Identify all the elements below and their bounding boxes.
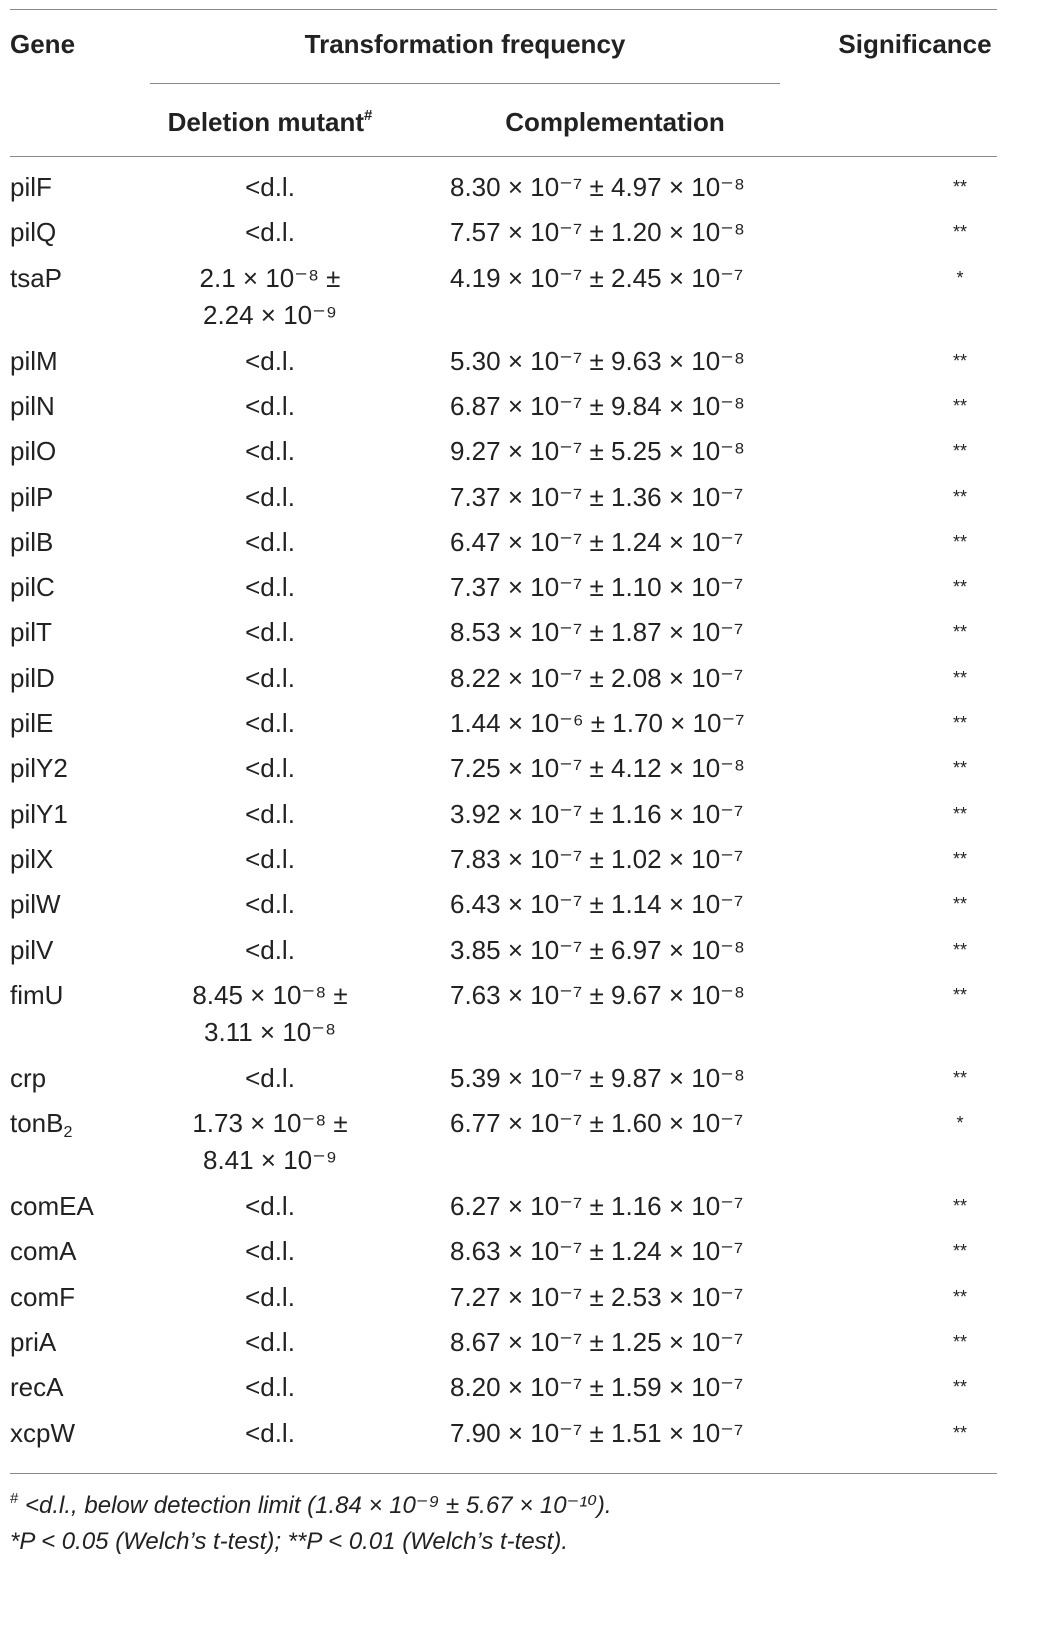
cell-significance: ** bbox=[952, 1286, 967, 1307]
cell-significance: ** bbox=[952, 622, 967, 643]
cell-significance: ** bbox=[952, 177, 967, 197]
cell-complementation: 5.39 × 10⁻⁷ ± 9.87 × 10⁻⁸ bbox=[450, 1062, 745, 1093]
cell-deletion-mutant: <d.l. bbox=[245, 436, 295, 467]
cell-deletion-mutant: <d.l. bbox=[245, 217, 295, 248]
cell-deletion-mutant: <d.l. bbox=[245, 172, 295, 202]
cell-complementation: 6.27 × 10⁻⁷ ± 1.16 × 10⁻⁷ bbox=[450, 1191, 744, 1222]
cell-gene bbox=[10, 341, 58, 381]
cell-gene bbox=[10, 1058, 46, 1098]
cell-gene bbox=[10, 1277, 75, 1317]
header-significance: Significance bbox=[838, 29, 992, 59]
cell-significance: ** bbox=[952, 1377, 967, 1398]
cell-gene bbox=[10, 748, 68, 788]
gene-name: comEA bbox=[10, 1191, 94, 1222]
cell-deletion-mutant: 8.45 × 10⁻⁸ ± bbox=[192, 979, 348, 1010]
cell-deletion-mutant: <d.l. bbox=[245, 1327, 295, 1357]
cell-gene bbox=[10, 386, 55, 426]
cell-complementation: 7.63 × 10⁻⁷ ± 9.67 × 10⁻⁸ bbox=[450, 979, 745, 1010]
cell-deletion-mutant: <d.l. bbox=[245, 572, 295, 603]
gene-name: pilO bbox=[10, 436, 57, 467]
cell-gene bbox=[10, 522, 53, 562]
gene-name: pilE bbox=[10, 708, 54, 738]
cell-significance: ** bbox=[952, 1067, 967, 1088]
footnote-significance: *P < 0.05 (Welch’s t-test); **P < 0.01 (Welch’s t-test). bbox=[10, 1528, 568, 1555]
cell-gene bbox=[10, 930, 53, 970]
cell-complementation: 1.44 × 10⁻⁶ ± 1.70 × 10⁻⁷ bbox=[450, 708, 745, 738]
cell-complementation: 8.22 × 10⁻⁷ ± 2.08 × 10⁻⁷ bbox=[450, 662, 744, 693]
cell-deletion-mutant: <d.l. bbox=[245, 1062, 295, 1093]
cell-gene bbox=[10, 975, 63, 1015]
gene-name: priA bbox=[10, 1327, 57, 1357]
cell-significance: * bbox=[956, 1113, 964, 1134]
gene-name: recA bbox=[10, 1372, 64, 1403]
cell-complementation: 6.87 × 10⁻⁷ ± 9.84 × 10⁻⁸ bbox=[450, 390, 745, 421]
gene-name: pilW bbox=[10, 889, 61, 920]
cell-significance: ** bbox=[952, 1332, 967, 1352]
cell-complementation: 6.47 × 10⁻⁷ ± 1.24 × 10⁻⁷ bbox=[450, 526, 744, 557]
cell-complementation: 7.25 × 10⁻⁷ ± 4.12 × 10⁻⁸ bbox=[450, 753, 745, 784]
cell-gene bbox=[10, 258, 62, 298]
cell-complementation: 8.30 × 10⁻⁷ ± 4.97 × 10⁻⁸ bbox=[450, 172, 745, 202]
cell-significance: ** bbox=[952, 222, 967, 243]
cell-deletion-mutant: 1.73 × 10⁻⁸ ± bbox=[192, 1108, 348, 1139]
gene-name: pilP bbox=[10, 481, 54, 512]
cell-complementation: 4.19 × 10⁻⁷ ± 2.45 × 10⁻⁷ bbox=[450, 262, 744, 293]
cell-complementation: 7.27 × 10⁻⁷ ± 2.53 × 10⁻⁷ bbox=[450, 1281, 744, 1312]
cell-gene bbox=[10, 884, 61, 924]
header-complementation: Complementation bbox=[505, 107, 725, 137]
gene-name: comF bbox=[10, 1281, 75, 1312]
cell-gene bbox=[10, 431, 56, 471]
cell-gene bbox=[10, 658, 55, 698]
cell-complementation: 7.90 × 10⁻⁷ ± 1.51 × 10⁻⁷ bbox=[450, 1417, 744, 1448]
cell-deletion-mutant: <d.l. bbox=[245, 753, 295, 784]
cell-significance: ** bbox=[952, 531, 967, 552]
gene-name: pilX bbox=[10, 843, 54, 874]
cell-gene bbox=[10, 1103, 72, 1143]
cell-significance: ** bbox=[952, 1196, 967, 1217]
cell-significance: ** bbox=[952, 577, 967, 598]
cell-deletion-mutant: 2.24 × 10⁻⁹ bbox=[202, 299, 337, 330]
cell-significance: * bbox=[956, 267, 964, 288]
header-gene: Gene bbox=[10, 29, 76, 59]
cell-gene bbox=[10, 703, 53, 743]
cell-gene bbox=[10, 612, 52, 652]
gene-name: pilQ bbox=[10, 217, 57, 248]
cell-complementation: 3.92 × 10⁻⁷ ± 1.16 × 10⁻⁷ bbox=[450, 798, 744, 829]
cell-complementation: 8.63 × 10⁻⁷ ± 1.24 × 10⁻⁷ bbox=[450, 1236, 744, 1267]
cell-deletion-mutant: 3.11 × 10⁻⁸ bbox=[204, 1016, 336, 1047]
cell-significance: ** bbox=[952, 441, 967, 462]
cell-deletion-mutant: <d.l. bbox=[245, 1236, 295, 1267]
cell-deletion-mutant: <d.l. bbox=[245, 526, 295, 557]
gene-name: pilV bbox=[10, 934, 54, 965]
cell-complementation: 8.20 × 10⁻⁷ ± 1.59 × 10⁻⁷ bbox=[450, 1372, 744, 1403]
cell-deletion-mutant: <d.l. bbox=[245, 708, 295, 738]
gene-name: pilN bbox=[10, 390, 55, 421]
gene-name: pilB bbox=[10, 526, 54, 557]
cell-complementation: 6.43 × 10⁻⁷ ± 1.14 × 10⁻⁷ bbox=[450, 889, 744, 920]
cell-gene bbox=[10, 1186, 94, 1226]
cell-gene bbox=[10, 794, 68, 834]
cell-deletion-mutant: <d.l. bbox=[245, 662, 295, 693]
cell-deletion-mutant: <d.l. bbox=[245, 1372, 295, 1403]
cell-significance: ** bbox=[952, 758, 967, 779]
cell-gene bbox=[10, 1322, 56, 1362]
cell-gene bbox=[10, 1367, 63, 1407]
gene-name: comA bbox=[10, 1236, 77, 1267]
footnote-detection-limit-text: <d.l., below detection limit (1.84 × 10⁻⁹ ± 5.67 × 10⁻¹⁰). bbox=[25, 1492, 612, 1519]
cell-deletion-mutant: <d.l. bbox=[245, 345, 295, 376]
cell-gene bbox=[10, 1231, 76, 1271]
cell-deletion-mutant: <d.l. bbox=[245, 843, 295, 874]
cell-gene bbox=[10, 212, 56, 252]
gene-name: pilY2 bbox=[10, 753, 68, 784]
cell-significance: ** bbox=[952, 486, 967, 507]
gene-name: crp bbox=[10, 1062, 47, 1093]
cell-deletion-mutant: 2.1 × 10⁻⁸ ± bbox=[199, 262, 341, 293]
cell-complementation: 3.85 × 10⁻⁷ ± 6.97 × 10⁻⁸ bbox=[450, 934, 745, 965]
cell-deletion-mutant: <d.l. bbox=[245, 390, 295, 421]
cell-complementation: 7.57 × 10⁻⁷ ± 1.20 × 10⁻⁸ bbox=[450, 217, 745, 248]
cell-significance: ** bbox=[952, 667, 967, 688]
spanner-rule bbox=[150, 83, 780, 84]
cell-significance: ** bbox=[952, 984, 967, 1005]
cell-deletion-mutant: <d.l. bbox=[245, 1417, 295, 1448]
cell-gene bbox=[10, 839, 53, 879]
gene-name: pilT bbox=[10, 617, 52, 648]
cell-deletion-mutant: <d.l. bbox=[245, 934, 295, 965]
cell-deletion-mutant: <d.l. bbox=[245, 889, 295, 920]
gene-name: pilM bbox=[10, 345, 58, 376]
gene-name: pilC bbox=[10, 572, 55, 603]
gene-name: tonB bbox=[10, 1108, 64, 1139]
cell-deletion-mutant: <d.l. bbox=[245, 798, 295, 829]
header-rule bbox=[10, 156, 997, 157]
gene-name: tsaP bbox=[10, 262, 63, 293]
cell-complementation: 7.83 × 10⁻⁷ ± 1.02 × 10⁻⁷ bbox=[450, 843, 744, 874]
gene-name: xcpW bbox=[10, 1417, 75, 1448]
cell-complementation: 7.37 × 10⁻⁷ ± 1.36 × 10⁻⁷ bbox=[450, 481, 744, 512]
header-transformation-frequency: Transformation frequency bbox=[304, 29, 626, 59]
header-deletion-mutant-label: Deletion mutant bbox=[167, 107, 365, 137]
cell-complementation: 6.77 × 10⁻⁷ ± 1.60 × 10⁻⁷ bbox=[450, 1108, 744, 1139]
cell-significance: ** bbox=[952, 1422, 967, 1443]
bottom-rule bbox=[10, 1473, 997, 1474]
cell-significance: ** bbox=[952, 350, 967, 371]
gene-name: pilD bbox=[10, 662, 55, 693]
cell-significance: ** bbox=[952, 803, 967, 824]
cell-deletion-mutant: <d.l. bbox=[245, 1191, 295, 1222]
cell-gene bbox=[10, 477, 53, 517]
cell-deletion-mutant: <d.l. bbox=[245, 1281, 295, 1312]
footnote-detection-limit bbox=[10, 1490, 612, 1522]
cell-gene bbox=[10, 167, 52, 207]
header-deletion-mutant bbox=[150, 106, 390, 138]
cell-significance: ** bbox=[952, 1241, 967, 1262]
footnote-mark: # bbox=[10, 1490, 19, 1507]
header-deletion-mutant-mark: # bbox=[364, 107, 373, 124]
cell-significance: ** bbox=[952, 939, 967, 960]
cell-significance: ** bbox=[952, 848, 967, 869]
cell-complementation: 5.30 × 10⁻⁷ ± 9.63 × 10⁻⁸ bbox=[450, 345, 745, 376]
cell-complementation: 8.53 × 10⁻⁷ ± 1.87 × 10⁻⁷ bbox=[450, 617, 744, 648]
cell-complementation: 8.67 × 10⁻⁷ ± 1.25 × 10⁻⁷ bbox=[450, 1327, 744, 1357]
cell-complementation: 9.27 × 10⁻⁷ ± 5.25 × 10⁻⁸ bbox=[450, 436, 745, 467]
cell-significance: ** bbox=[952, 713, 967, 733]
cell-gene bbox=[10, 1413, 75, 1453]
top-rule bbox=[10, 9, 997, 10]
cell-significance: ** bbox=[952, 395, 967, 416]
cell-gene bbox=[10, 567, 55, 607]
cell-significance: ** bbox=[952, 894, 967, 915]
cell-complementation: 7.37 × 10⁻⁷ ± 1.10 × 10⁻⁷ bbox=[450, 572, 744, 603]
cell-deletion-mutant: <d.l. bbox=[245, 481, 295, 512]
gene-name: fimU bbox=[10, 979, 64, 1010]
gene-subscript: 2 bbox=[63, 1124, 73, 1142]
gene-name: pilF bbox=[10, 172, 52, 202]
cell-deletion-mutant: 8.41 × 10⁻⁹ bbox=[202, 1145, 337, 1176]
gene-name: pilY1 bbox=[10, 798, 68, 829]
cell-deletion-mutant: <d.l. bbox=[245, 617, 295, 648]
